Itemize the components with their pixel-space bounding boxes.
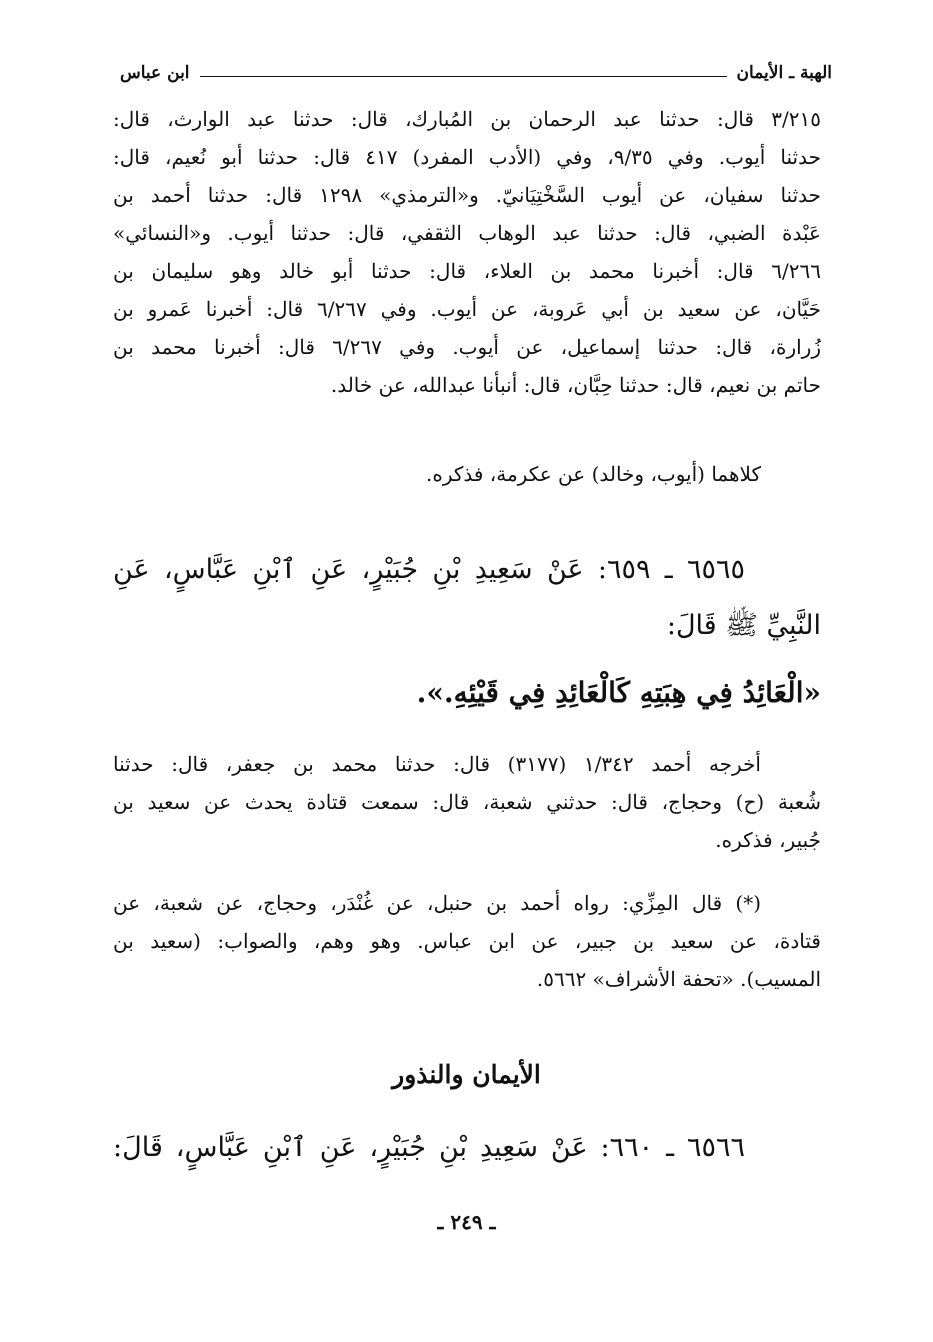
note-line: حدثنا سفيان، عن أيوب السَّخْتِيَانيّ. و«الترمذي» ١٢٩٨ قال: حدثنا أحمد بن [113, 183, 821, 207]
hadith-isnad-line: النَّبِيِّ ﷺ قَالَ: [666, 610, 821, 641]
page-number: ـ ٢٤٩ ـ [437, 1210, 496, 1234]
hadith-isnad-line: ٦٥٦٦ ـ ٦٦٠: عَنْ سَعِيدِ بْنِ جُبَيْرٍ، عَنِ ٱبْنِ عَبَّاسٍ، قَالَ: [113, 1132, 745, 1163]
hadith-6566 [113, 1120, 821, 1176]
note-line: ٣/٢١٥ قال: حدثنا عبد الرحمان بن المُبارك، قال: حدثنا عبد الوارث، قال: [113, 107, 821, 131]
note-line: أخرجه أحمد ١/٣٤٢ (٣١٧٧) قال: حدثنا محمد بن جعفر، قال: حدثنا [113, 752, 761, 776]
note-line: عَبْدة الضبي، قال: حدثنا عبد الوهاب الثقفي، قال: حدثنا أيوب. و«النسائي» [113, 221, 821, 245]
note-line: قتادة، عن سعيد بن جبير، عن ابن عباس. وهو وهم، والصواب: (سعيد بن [113, 929, 821, 953]
note-line: حدثنا أيوب. وفي ٩/٣٥، وفي (الأدب المفرد) ٤١٧ قال: حدثنا أبو نُعيم، قال: [113, 145, 821, 169]
header-narrator-title: ابن عباس [120, 63, 190, 83]
note-line: ٦/٢٦٦ قال: أخبرنا محمد بن العلاء، قال: حدثنا أبو خالد وهو سليمان بن [113, 259, 821, 283]
hadith-matn-line: «الْعَائِدُ فِي هِبَتِهِ كَالْعَائِدِ فِي قَيْئِهِ.». [416, 676, 821, 709]
hadith-6565-matn [113, 665, 821, 721]
takhrij-note-top [113, 100, 821, 404]
mizzi-note [113, 884, 821, 998]
note-line: جُبير، فذكره. [715, 828, 821, 852]
note-closing-line: كلاهما (أيوب، وخالد) عن عكرمة، فذكره. [425, 462, 761, 486]
note-line: المسيب). «تحفة الأشراف» ٥٦٦٢. [536, 967, 821, 991]
note-line: شُعبة (ح) وحجاج، قال: حدثني شعبة، قال: سمعت قتادة يحدث عن سعيد بن [113, 790, 821, 814]
note-line: حاتم بن نعيم، قال: حدثنا حِبَّان، قال: أنبأنا عبدالله، عن خالد. [330, 373, 821, 397]
takhrij-6565 [113, 745, 821, 859]
takhrij-closing [113, 455, 761, 493]
running-header [120, 58, 832, 88]
hadith-isnad-line: ٦٥٦٥ ـ ٦٥٩: عَنْ سَعِيدِ بْنِ جُبَيْرٍ، عَنِ ٱبْنِ عَبَّاسٍ، عَنِ [113, 554, 745, 585]
header-rule [200, 76, 727, 77]
note-line: زُرارة، قال: حدثنا إسماعيل، عن أيوب. وفي ٦/٢٦٧ قال: أخبرنا محمد بن [113, 335, 821, 359]
header-chapter-title: الهبة ـ الأيمان [736, 63, 832, 83]
hadith-6565 [113, 542, 821, 654]
section-heading: الأيمان والنذور [392, 1060, 541, 1089]
note-line: (*) قال المِزِّي: رواه أحمد بن حنبل، عن غُنْدَر، وحجاج، عن شعبة، عن [113, 891, 761, 915]
note-line: حَيَّان، عن سعيد بن أبي عَروبة، عن أيوب. وفي ٦/٢٦٧ قال: أخبرنا عَمرو بن [113, 297, 821, 321]
